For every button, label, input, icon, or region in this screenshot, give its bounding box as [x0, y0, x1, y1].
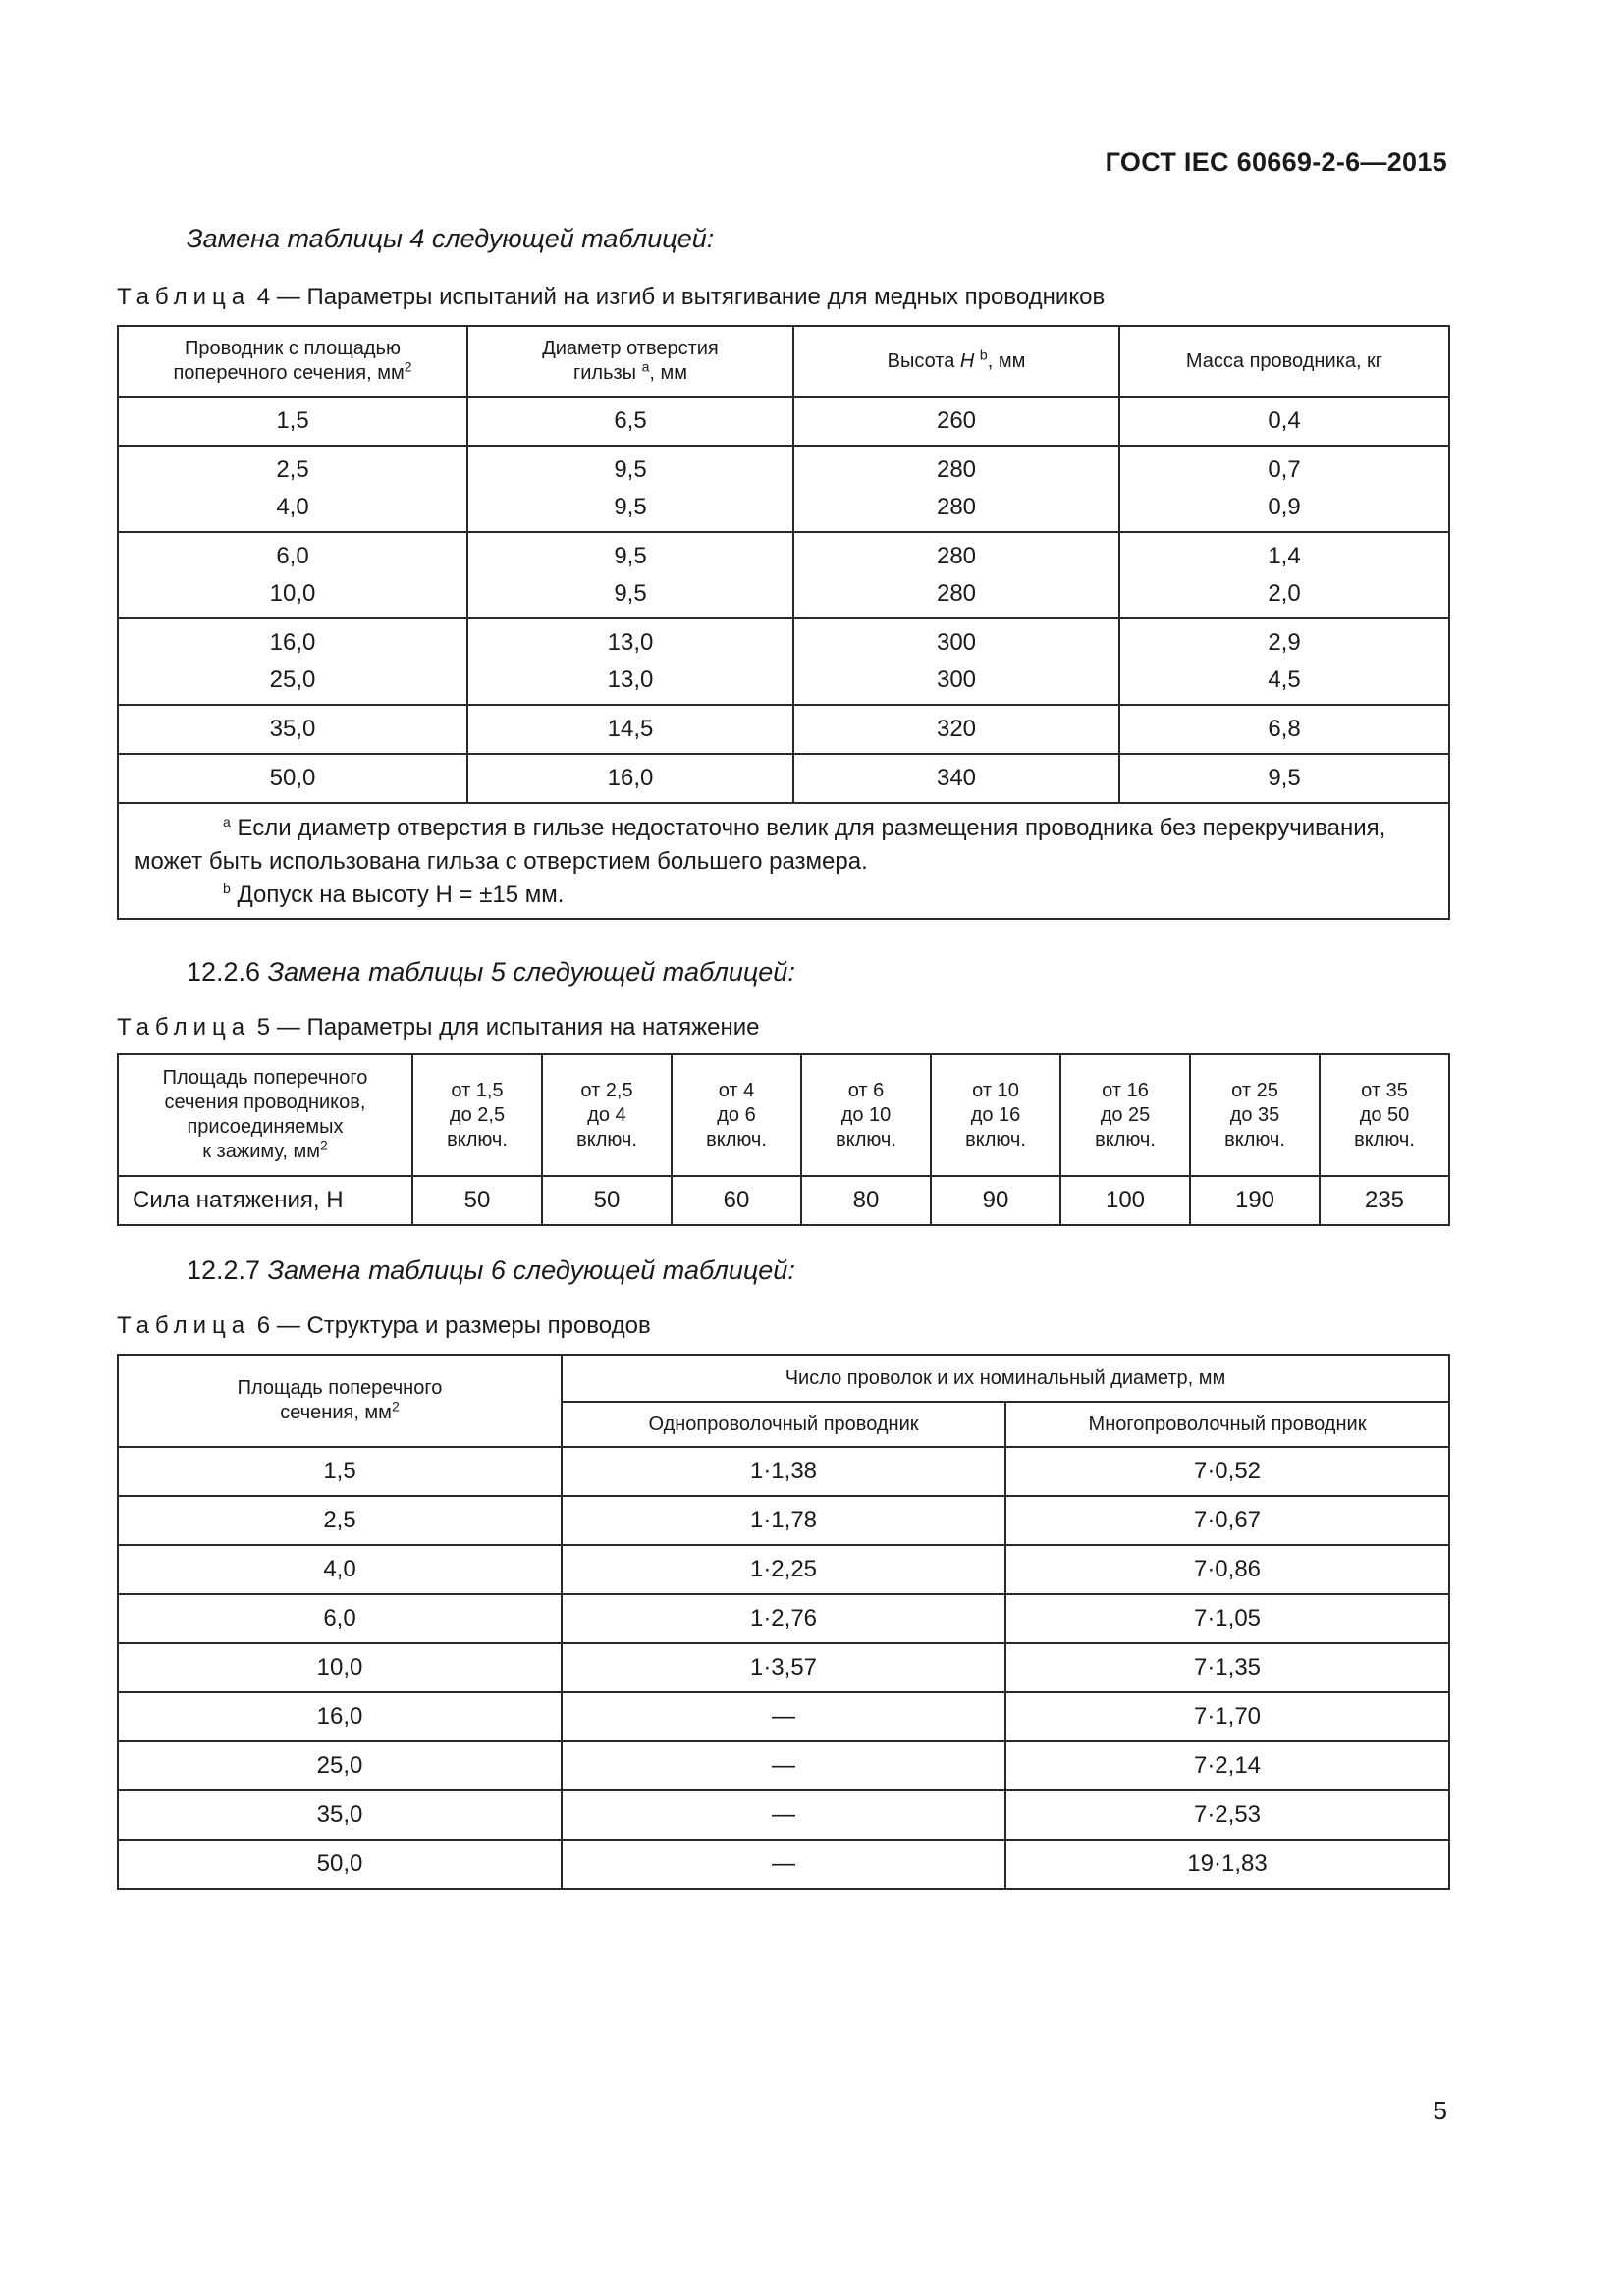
table4-note-b: $^b$ Допуск на высоту H = ±15 мм.: [223, 881, 565, 908]
table6-cell-area: 16,0: [118, 1692, 562, 1741]
table6-cell-solid: 1·3,57: [562, 1643, 1005, 1692]
table4-cell-mass: 0,7 0,9: [1119, 446, 1449, 532]
table4-note-a: $^а$ Если диаметр отверстия в гильзе недостаточно велик для размещения проводника без перекручивания, может быть использована гильза с отверстием большего размера.: [135, 814, 1386, 875]
table4-cell-section: 35,0: [118, 705, 467, 754]
table4-cell-height: 300 300: [793, 618, 1119, 705]
table4-cell-diameter: 6,5: [467, 397, 793, 446]
table5-force-value: 90: [931, 1176, 1060, 1225]
table5-force-value: 190: [1190, 1176, 1320, 1225]
table5-header-range: от 35 до 50 включ.: [1320, 1054, 1449, 1176]
table4-cell-section: 2,5 4,0: [118, 446, 467, 532]
table4-notes: [118, 803, 1449, 919]
table6-row: [118, 1643, 1449, 1692]
table6-cell-area: 50,0: [118, 1840, 562, 1889]
table4-row: [118, 618, 1449, 705]
table4-row: [118, 446, 1449, 532]
table4-cell-height: 340: [793, 754, 1119, 803]
table6-cell-stranded: 7·2,14: [1005, 1741, 1449, 1790]
table5: [117, 1053, 1450, 1226]
table6-row: [118, 1741, 1449, 1790]
table5-header-range: от 16 до 25 включ.: [1060, 1054, 1190, 1176]
table4-row: [118, 705, 1449, 754]
table6-cell-area: 10,0: [118, 1643, 562, 1692]
table4-row: [118, 754, 1449, 803]
table6-cell-solid: —: [562, 1692, 1005, 1741]
table6-cell-solid: 1·1,78: [562, 1496, 1005, 1545]
table6-cell-solid: —: [562, 1741, 1005, 1790]
table6-cell-stranded: 7·0,86: [1005, 1545, 1449, 1594]
table5-force-value: 235: [1320, 1176, 1449, 1225]
table4-header-section: Проводник с площадью поперечного сечения, $мм^2$: [118, 326, 467, 397]
table5-force-value: 50: [542, 1176, 672, 1225]
table4-cell-section: 1,5: [118, 397, 467, 446]
table6-header-group: Число проволок и их номинальный диаметр, мм: [562, 1355, 1449, 1402]
table5-header-range: от 2,5 до 4 включ.: [542, 1054, 672, 1176]
table4-cell-section: 16,0 25,0: [118, 618, 467, 705]
table4-caption-word: Таблица: [117, 284, 251, 310]
table6-header-solid: Однопроволочный проводник: [562, 1402, 1005, 1447]
table6-cell-stranded: 7·1,70: [1005, 1692, 1449, 1741]
table4-cell-height: 260: [793, 397, 1119, 446]
table6-caption-title: 6 — Структура и размеры проводов: [250, 1312, 651, 1339]
table6-cell-stranded: 7·1,35: [1005, 1643, 1449, 1692]
table4-cell-mass: 0,4: [1119, 397, 1449, 446]
table6-caption-word: Таблица: [117, 1312, 251, 1339]
table5-header-range: от 25 до 35 включ.: [1190, 1054, 1320, 1176]
table6-row: [118, 1790, 1449, 1840]
table5-caption: [117, 1014, 760, 1041]
table6-cell-area: 1,5: [118, 1447, 562, 1496]
table6-cell-stranded: 19·1,83: [1005, 1840, 1449, 1889]
table5-header-range: от 4 до 6 включ.: [672, 1054, 801, 1176]
table6-row: [118, 1496, 1449, 1545]
table5-force-value: 80: [801, 1176, 931, 1225]
table6-cell-solid: —: [562, 1790, 1005, 1840]
table4: [117, 325, 1450, 920]
table6-row: [118, 1692, 1449, 1741]
table6-cell-stranded: 7·0,52: [1005, 1447, 1449, 1496]
table4-cell-mass: 1,4 2,0: [1119, 532, 1449, 618]
table6-row: [118, 1840, 1449, 1889]
table4-cell-mass: 9,5: [1119, 754, 1449, 803]
table5-header-label: Площадь поперечного сечения проводников, присоединяемых к зажиму, $мм^2$: [118, 1054, 412, 1176]
table4-cell-section: 6,0 10,0: [118, 532, 467, 618]
table5-header-range: от 1,5 до 2,5 включ.: [412, 1054, 542, 1176]
table4-row: [118, 397, 1449, 446]
table4-cell-height: 280 280: [793, 532, 1119, 618]
table4-row: [118, 532, 1449, 618]
table6-row: [118, 1594, 1449, 1643]
table5-force-value: 50: [412, 1176, 542, 1225]
table4-header-diameter: Диаметр отверстия гильзы $^а$, мм: [467, 326, 793, 397]
table4-header-height: Высота H $^b$, мм: [793, 326, 1119, 397]
table6-cell-stranded: 7·0,67: [1005, 1496, 1449, 1545]
table6-cell-area: 6,0: [118, 1594, 562, 1643]
table4-cell-height: 320: [793, 705, 1119, 754]
table6-cell-area: 2,5: [118, 1496, 562, 1545]
table4-cell-diameter: 16,0: [467, 754, 793, 803]
table6-row: [118, 1447, 1449, 1496]
table4-cell-mass: 6,8: [1119, 705, 1449, 754]
table5-force-value: 60: [672, 1176, 801, 1225]
table4-cell-mass: 2,9 4,5: [1119, 618, 1449, 705]
page-number: 5: [1433, 2096, 1447, 2125]
table6-cell-solid: 1·2,76: [562, 1594, 1005, 1643]
table6-row: [118, 1545, 1449, 1594]
table5-force-label: Сила натяжения, Н: [118, 1176, 412, 1225]
table6-cell-area: 35,0: [118, 1790, 562, 1840]
table6-cell-stranded: 7·2,53: [1005, 1790, 1449, 1840]
table4-cell-height: 280 280: [793, 446, 1119, 532]
table4-header-mass: Масса проводника, кг: [1119, 326, 1449, 397]
table5-intro: 12.2.6 Замена таблицы 5 следующей таблицей:: [187, 957, 795, 987]
table6-intro: 12.2.7 Замена таблицы 6 следующей таблицей:: [187, 1255, 795, 1285]
table4-cell-diameter: 9,5 9,5: [467, 532, 793, 618]
table5-header-range: от 6 до 10 включ.: [801, 1054, 931, 1176]
table6-cell-solid: —: [562, 1840, 1005, 1889]
table6: [117, 1354, 1450, 1890]
table4-intro: Замена таблицы 4 следующей таблицей:: [187, 224, 715, 253]
table5-caption-word: Таблица: [117, 1014, 251, 1041]
table4-cell-section: 50,0: [118, 754, 467, 803]
table4-caption-title: 4 — Параметры испытаний на изгиб и вытягивание для медных проводников: [250, 284, 1106, 310]
table5-header-range: от 10 до 16 включ.: [931, 1054, 1060, 1176]
table6-cell-area: 4,0: [118, 1545, 562, 1594]
table4-caption: [117, 284, 1105, 311]
document-id: ГОСТ IEC 60669-2-6—2015: [1105, 147, 1447, 177]
table4-cell-diameter: 13,0 13,0: [467, 618, 793, 705]
table6-header-stranded: Многопроволочный проводник: [1005, 1402, 1449, 1447]
table6-header-area: Площадь поперечного сечения, $мм^2$: [118, 1355, 562, 1447]
table6-cell-stranded: 7·1,05: [1005, 1594, 1449, 1643]
table6-caption: [117, 1312, 651, 1340]
table6-cell-solid: 1·2,25: [562, 1545, 1005, 1594]
table5-caption-title: 5 — Параметры для испытания на натяжение: [250, 1014, 760, 1041]
table4-cell-diameter: 14,5: [467, 705, 793, 754]
table5-force-value: 100: [1060, 1176, 1190, 1225]
table6-cell-solid: 1·1,38: [562, 1447, 1005, 1496]
table6-cell-area: 25,0: [118, 1741, 562, 1790]
table4-cell-diameter: 9,5 9,5: [467, 446, 793, 532]
